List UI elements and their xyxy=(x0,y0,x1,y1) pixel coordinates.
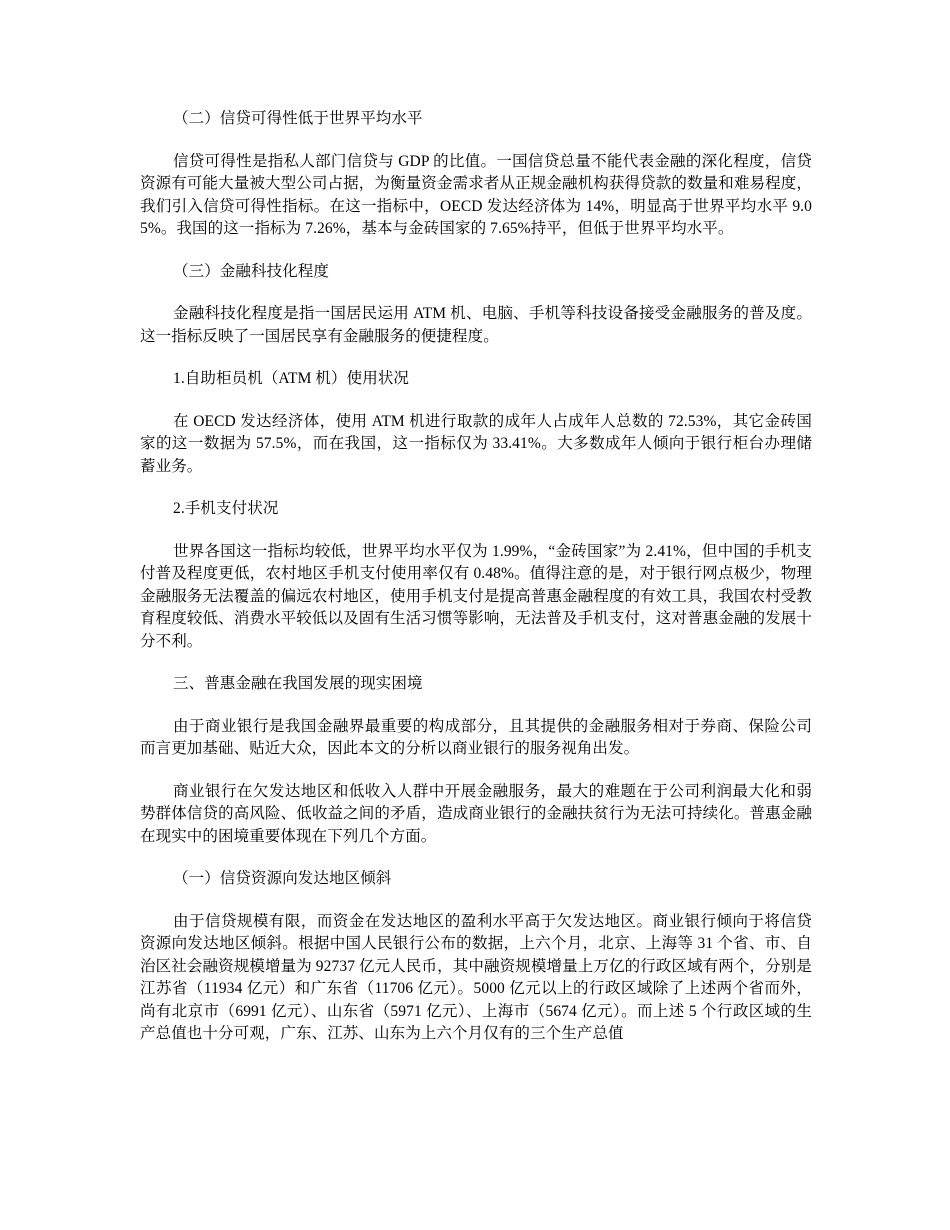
paragraph-atm-usage: 在 OECD 发达经济体，使用 ATM 机进行取款的成年人占成年人总数的 72.53%，其它金砖国家的这一数据为 57.5%，而在我国，这一指标仅为 33.41%。大多数成年人倾向于银行柜台办理储蓄业务。 xyxy=(140,412,812,475)
paragraph-mobile-payment: 世界各国这一指标均较低，世界平均水平仅为 1.99%，“金砖国家”为 2.41%，但中国的手机支付普及程度更低，农村地区手机支付使用率仅有 0.48%。值得注意的是，对于银行网点极少，物理金融服务无法覆盖的偏远农村地区，使用手机支付是提高普惠金融程度的有效工具，我国农村受教育程度较低、消费水平较低以及固有生活习惯等影响，无法普及手机支付，这对普惠金融的发展十分不利。 xyxy=(140,542,812,650)
section-heading-fintech-level: （三）金融科技化程度 xyxy=(173,262,330,280)
paragraph-profit-risk-conflict: 商业银行在欠发达地区和低收入人群中开展金融服务，最大的难题在于公司利润最大化和弱势群体信贷的高风险、低收益之间的矛盾，造成商业银行的金融扶贫行为无法可持续化。普惠金融在现实中的困境重要体现在下列几个方面。 xyxy=(140,782,812,845)
paragraph-credit-tilt: 由于信贷规模有限，而资金在发达地区的盈利水平高于欠发达地区。商业银行倾向于将信贷资源向发达地区倾斜。根据中国人民银行公布的数据，上六个月，北京、上海等 31 个省、市、自治区社会融资规模增量为 92737 亿元人民币，其中融资规模增量上万亿的行政区域有两个，分别是江苏省（11934 亿元）和广东省（11706 亿元）。5000 亿元以上的行政区域除了上述两个省而外，尚有北京市（6991 亿元）、山东省（5971 亿元）、上海市（5674 亿元）。而上述 5 个行政区域的生产总值也十分可观，广东、江苏、山东为上六个月仅有的三个生产总值 xyxy=(140,912,812,1042)
paragraph-credit-availability: 信贷可得性是指私人部门信贷与 GDP 的比值。一国信贷总量不能代表金融的深化程度，信贷资源有可能大量被大型公司占据，为衡量资金需求者从正规金融机构获得贷款的数量和难易程度，我们引入信贷可得性指标。在这一指标中，OECD 发达经济体为 14%，明显高于世界平均水平 9.05%。我国的这一指标为 7.26%，基本与金砖国家的 7.65%持平，但低于世界平均水平。 xyxy=(140,152,812,237)
subheading-atm-usage: 1.自助柜员机（ATM 机）使用状况 xyxy=(173,370,410,387)
subheading-mobile-payment: 2.手机支付状况 xyxy=(173,500,279,517)
section-heading-credit-availability: （二）信贷可得性低于世界平均水平 xyxy=(173,110,423,127)
document-body xyxy=(140,108,812,1066)
section-heading-real-difficulties: 三、普惠金融在我国发展的现实困境 xyxy=(173,675,423,692)
paragraph-fintech-level: 金融科技化程度是指一国居民运用 ATM 机、电脑、手机等科技设备接受金融服务的普及度。这一指标反映了一国居民享有金融服务的便捷程度。 xyxy=(140,305,812,345)
paragraph-commercial-bank-perspective: 由于商业银行是我国金融界最重要的构成部分，且其提供的金融服务相对于券商、保险公司而言更加基础、贴近大众，因此本文的分析以商业银行的服务视角出发。 xyxy=(140,717,812,757)
section-heading-credit-tilt: （一）信贷资源向发达地区倾斜 xyxy=(173,870,392,887)
